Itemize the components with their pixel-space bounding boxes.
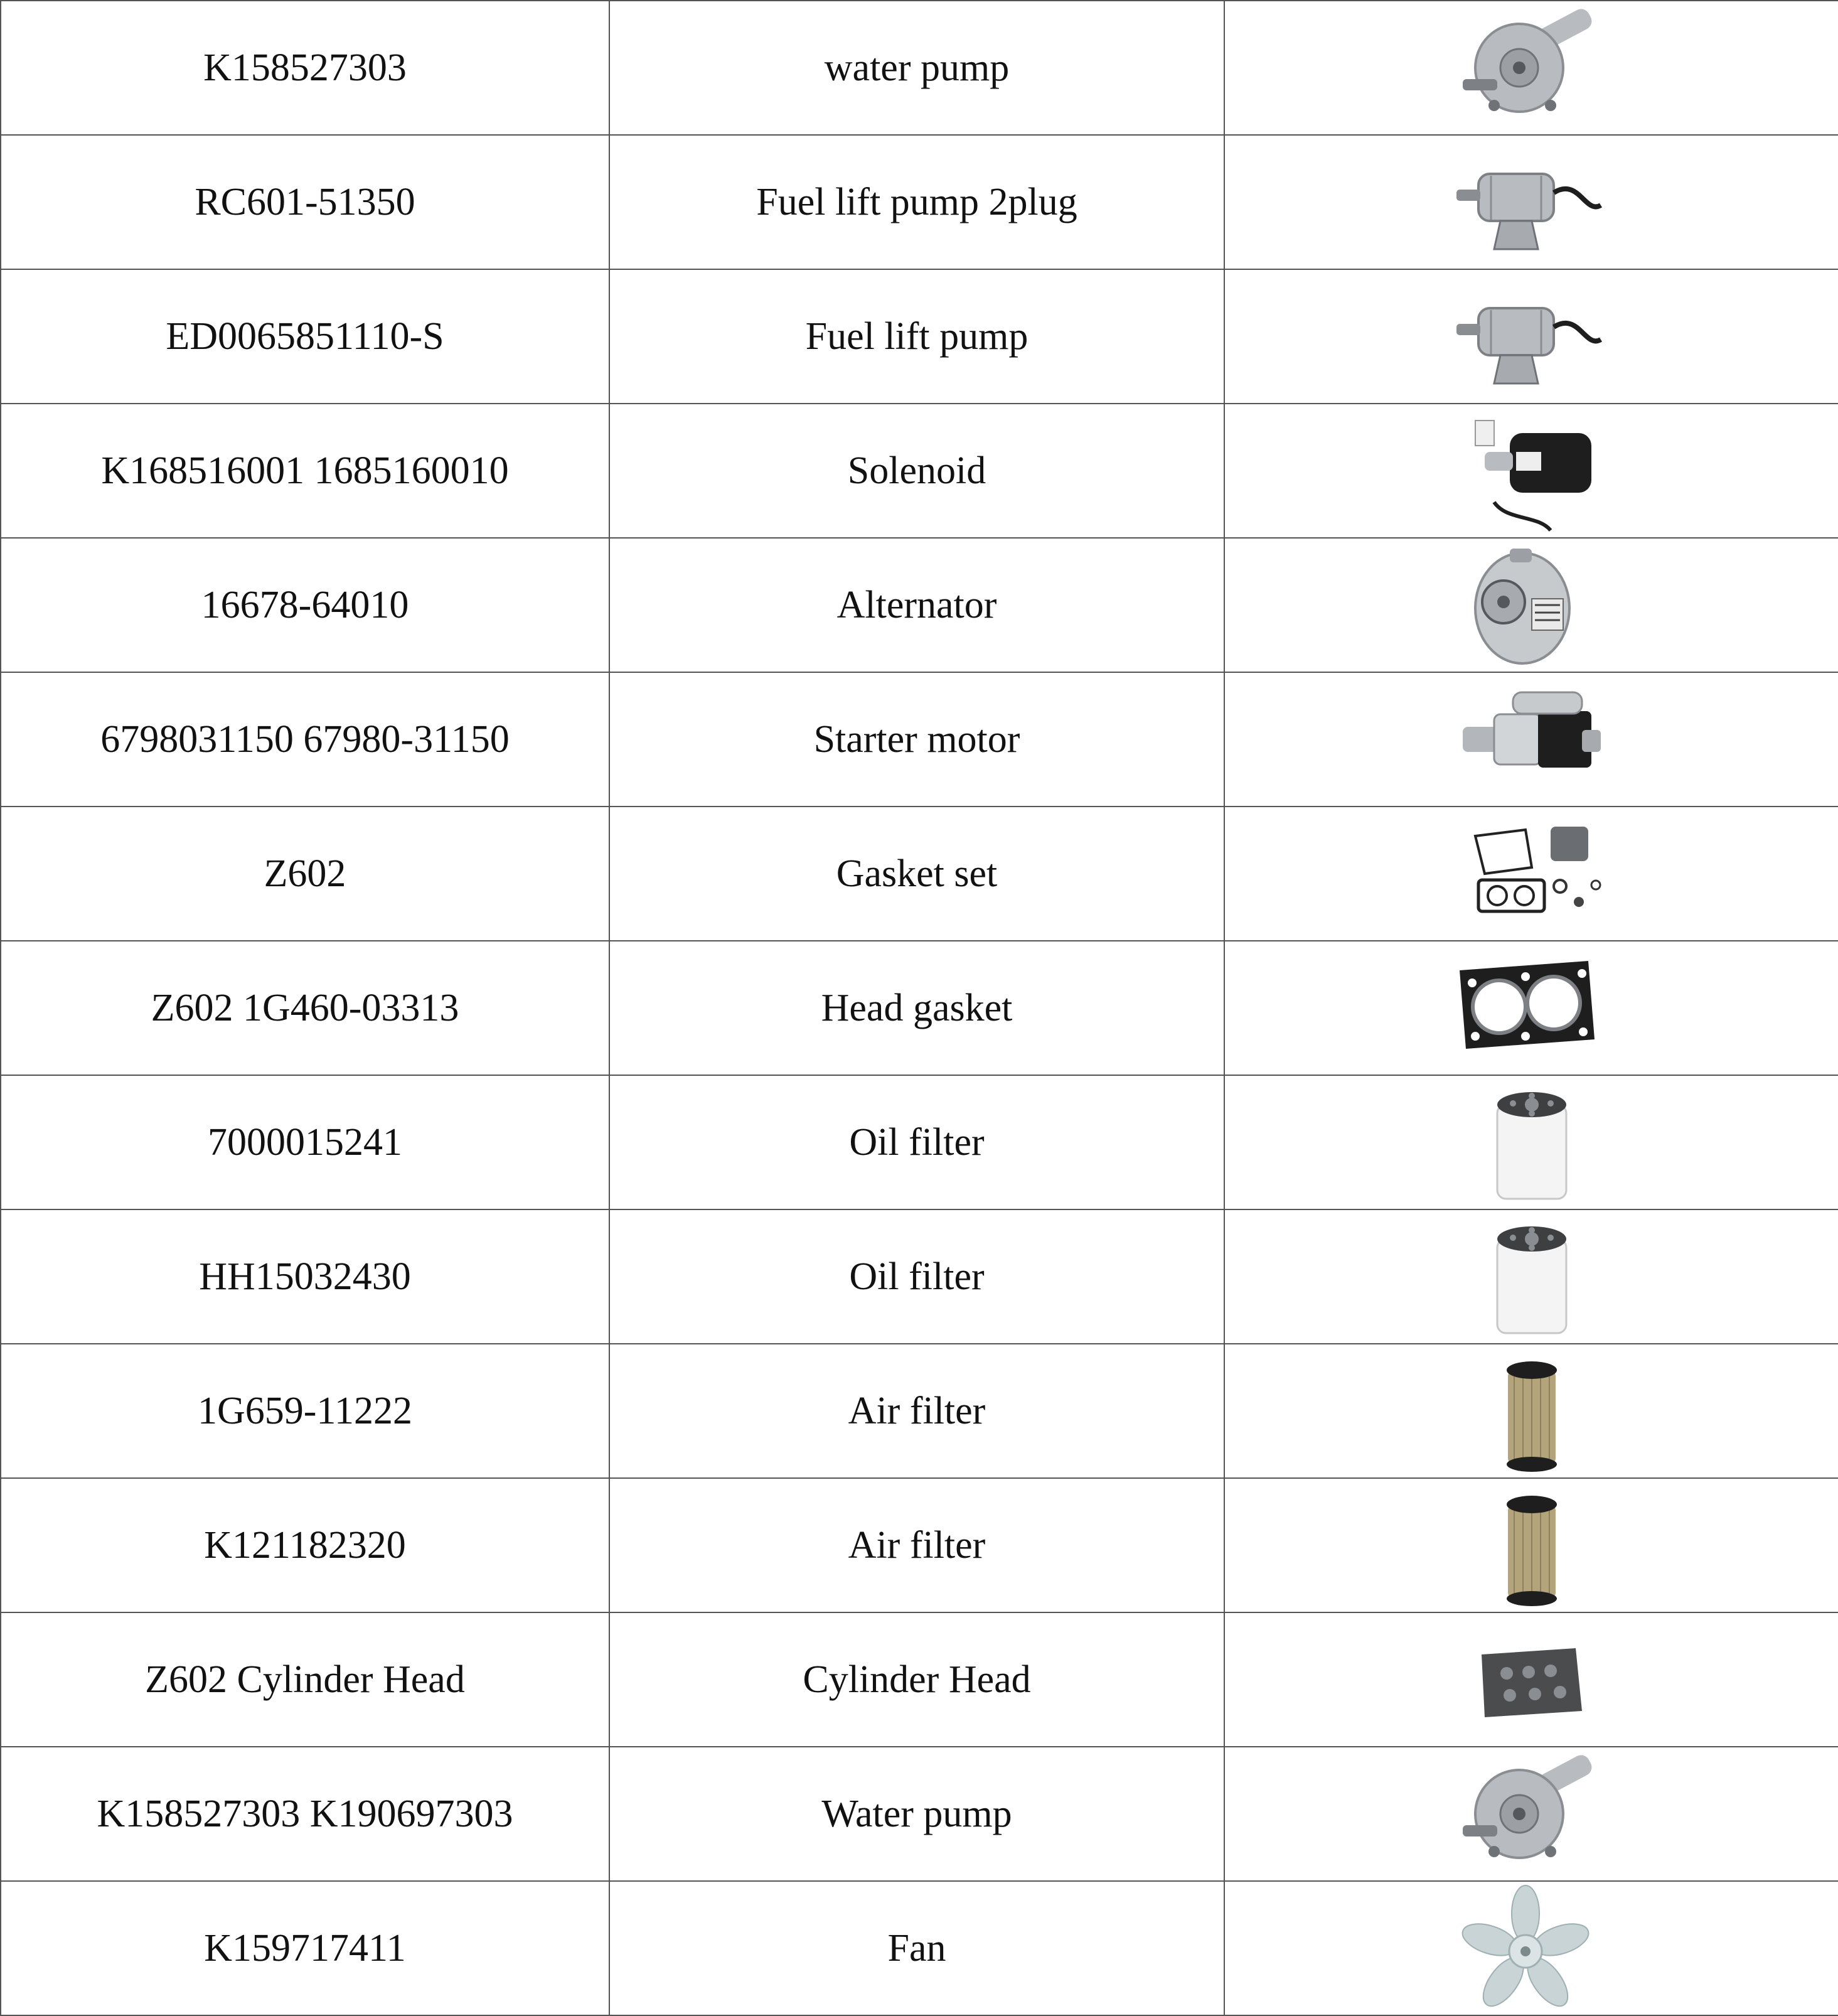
air-filter-icon	[1450, 1348, 1613, 1474]
part-name-cell: Water pump	[609, 1747, 1224, 1881]
part-name-cell: Air filter	[609, 1344, 1224, 1478]
part-name-cell: Head gasket	[609, 941, 1224, 1075]
fan-icon	[1450, 1885, 1613, 2011]
part-code-cell: K158527303 K190697303	[1, 1747, 609, 1881]
part-image-cell	[1224, 807, 1838, 941]
table-row	[1, 1881, 1838, 2015]
part-name-cell: Air filter	[609, 1478, 1224, 1612]
part-name-cell: Fan	[609, 1881, 1224, 2015]
table-row	[1, 538, 1838, 672]
part-code-cell: Z602 1G460-03313	[1, 941, 609, 1075]
part-code-cell: 7000015241	[1, 1075, 609, 1209]
table-row	[1, 941, 1838, 1075]
part-code-cell: K121182320	[1, 1478, 609, 1612]
table-row	[1, 672, 1838, 807]
part-name-cell: Alternator	[609, 538, 1224, 672]
table-row	[1, 1075, 1838, 1209]
part-image-cell	[1224, 1478, 1838, 1612]
table-row	[1, 1209, 1838, 1344]
table-row	[1, 1344, 1838, 1478]
part-code-cell: K168516001 1685160010	[1, 404, 609, 538]
part-name-cell: Oil filter	[609, 1209, 1224, 1344]
table-row	[1, 269, 1838, 404]
fuel-pump-icon	[1450, 139, 1613, 265]
part-image-cell	[1224, 538, 1838, 672]
table-row	[1, 1, 1838, 135]
water-pump-icon	[1450, 5, 1613, 131]
table-row	[1, 1747, 1838, 1881]
part-name-cell: Oil filter	[609, 1075, 1224, 1209]
fuel-pump-icon	[1450, 274, 1613, 399]
part-code-cell: 1G659-11222	[1, 1344, 609, 1478]
cylinder-head-icon	[1450, 1617, 1613, 1742]
part-image-cell	[1224, 941, 1838, 1075]
part-image-cell	[1224, 1612, 1838, 1747]
part-code-cell: Z602	[1, 807, 609, 941]
part-code-cell: HH15032430	[1, 1209, 609, 1344]
oil-filter-icon	[1450, 1080, 1613, 1205]
part-name-cell: Fuel lift pump 2plug	[609, 135, 1224, 269]
part-image-cell	[1224, 1075, 1838, 1209]
alternator-icon	[1450, 542, 1613, 668]
part-code-cell: 16678-64010	[1, 538, 609, 672]
part-name-cell: Fuel lift pump	[609, 269, 1224, 404]
part-image-cell	[1224, 1209, 1838, 1344]
table-row	[1, 404, 1838, 538]
part-image-cell	[1224, 269, 1838, 404]
part-image-cell	[1224, 135, 1838, 269]
part-image-cell	[1224, 1747, 1838, 1881]
part-image-cell	[1224, 404, 1838, 538]
part-code-cell: Z602 Cylinder Head	[1, 1612, 609, 1747]
part-code-cell: K159717411	[1, 1881, 609, 2015]
part-name-cell: water pump	[609, 1, 1224, 135]
part-name-cell: Gasket set	[609, 807, 1224, 941]
gasket-set-icon	[1450, 811, 1613, 936]
part-image-cell	[1224, 1344, 1838, 1478]
table-row	[1, 1612, 1838, 1747]
solenoid-icon	[1450, 408, 1613, 533]
part-name-cell: Starter motor	[609, 672, 1224, 807]
head-gasket-icon	[1450, 945, 1613, 1071]
parts-table-body	[1, 1, 1838, 2015]
part-image-cell	[1224, 1, 1838, 135]
water-pump-icon	[1450, 1751, 1613, 1877]
part-code-cell: 6798031150 67980-31150	[1, 672, 609, 807]
part-code-cell: ED0065851110-S	[1, 269, 609, 404]
part-name-cell: Cylinder Head	[609, 1612, 1224, 1747]
part-code-cell: RC601-51350	[1, 135, 609, 269]
part-image-cell	[1224, 672, 1838, 807]
table-row	[1, 807, 1838, 941]
part-name-cell: Solenoid	[609, 404, 1224, 538]
air-filter-icon	[1450, 1483, 1613, 1608]
table-row	[1, 135, 1838, 269]
part-code-cell: K158527303	[1, 1, 609, 135]
starter-motor-icon	[1450, 677, 1613, 802]
oil-filter-icon	[1450, 1214, 1613, 1339]
table-row	[1, 1478, 1838, 1612]
part-image-cell	[1224, 1881, 1838, 2015]
